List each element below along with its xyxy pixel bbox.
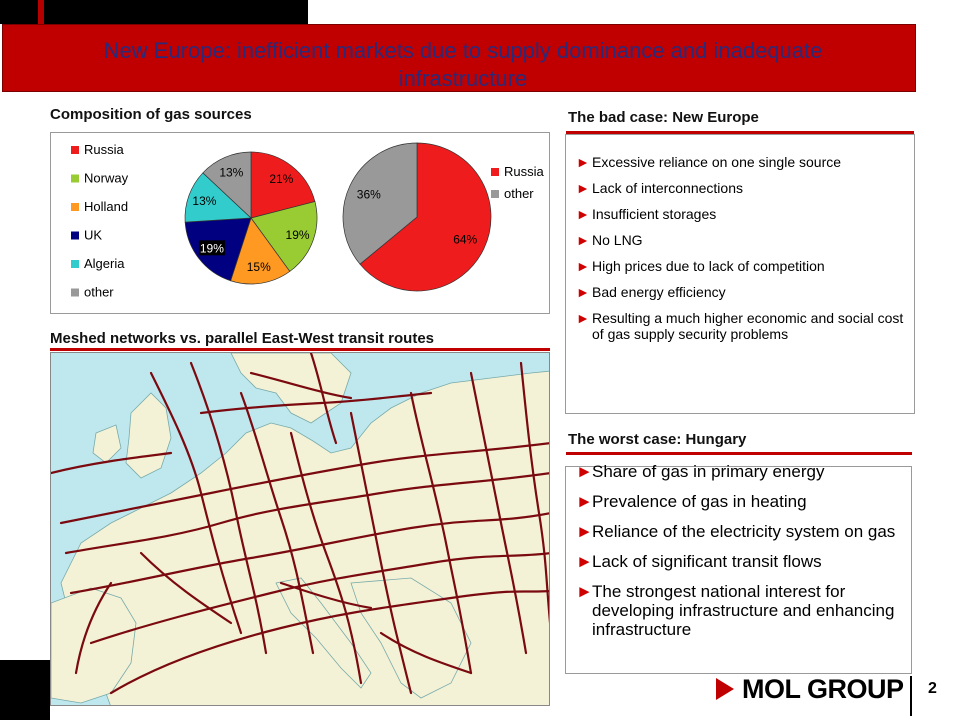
- bad-case-item: [576, 154, 906, 170]
- logo-text: MOL GROUP: [742, 673, 904, 704]
- bad-case-item: [576, 310, 906, 342]
- worst-case-item: [576, 582, 911, 639]
- worst-case-item: [576, 492, 911, 511]
- bad-case-item-text: Lack of interconnections: [592, 180, 743, 196]
- pipeline-map: [50, 352, 550, 706]
- legend0-swatch-uk: [71, 232, 79, 240]
- bad-case-item-text: Bad energy efficiency: [592, 284, 726, 300]
- worst-case-list: [576, 462, 911, 650]
- bullet-arrow-icon: ►: [576, 522, 593, 541]
- bad-case-item: [576, 258, 906, 274]
- map-heading: Meshed networks vs. parallel East-West transit routes: [50, 330, 435, 347]
- legend1-swatch-other: [491, 190, 499, 198]
- bullet-arrow-icon: ►: [576, 582, 593, 601]
- composition-heading: Composition of gas sources: [50, 106, 252, 123]
- bad-case-heading: The bad case: New Europe: [568, 109, 759, 126]
- pie0-data-label: 19%: [199, 241, 224, 256]
- legend0-entry: Norway: [84, 170, 129, 186]
- pie1-data-label: 36%: [356, 187, 381, 202]
- legend0-entry: Algeria: [84, 256, 125, 271]
- worst-case-item-text: Lack of significant transit flows: [592, 552, 822, 571]
- bad-case-item: [576, 284, 906, 300]
- pie-charts: [51, 133, 551, 315]
- worst-case-item-text: Reliance of the electricity system on gas: [592, 522, 896, 541]
- worst-case-item: [576, 522, 911, 541]
- bullet-arrow-icon: ►: [576, 552, 593, 571]
- legend0-swatch-russia: [71, 146, 79, 154]
- legend0-entry: UK: [84, 227, 103, 243]
- map-heading-rule: [50, 348, 550, 351]
- logo-arrow-icon: [716, 678, 734, 700]
- worst-case-item-text: Share of gas in primary energy: [592, 462, 825, 481]
- bad-case-item-text: Insufficient storages: [592, 206, 717, 222]
- legend1-entry: other: [504, 186, 534, 201]
- pie0-data-label: 19%: [285, 227, 310, 242]
- bullet-arrow-icon: ►: [576, 180, 590, 196]
- corner-block-top: [44, 0, 308, 24]
- corner-block-top-left: [0, 0, 38, 24]
- logo-separator: [910, 676, 912, 716]
- page-title: New Europe: inefficient markets due to supply dominance and inadequate infrastructure: [103, 38, 823, 91]
- pie0-data-label: 13%: [192, 194, 217, 209]
- legend1-entry: Russia: [504, 164, 544, 179]
- pie0-data-label: 15%: [246, 259, 271, 274]
- company-logo: [716, 674, 904, 704]
- worst-case-heading-rule: [566, 452, 912, 455]
- bullet-arrow-icon: ►: [576, 462, 593, 481]
- europe-pipeline-map: [51, 353, 550, 706]
- bad-case-list: [576, 154, 906, 352]
- bad-case-item-text: High prices due to lack of competition: [592, 258, 825, 274]
- bad-case-item-text: Resulting a much higher economic and social cost of gas supply security problems: [592, 310, 904, 342]
- pie-chart-panel: [50, 132, 550, 314]
- bullet-arrow-icon: ►: [576, 154, 590, 170]
- worst-case-heading: The worst case: Hungary: [568, 431, 747, 448]
- worst-case-item: [576, 552, 911, 571]
- bullet-arrow-icon: ►: [576, 310, 590, 326]
- page-number: 2: [928, 680, 937, 697]
- worst-case-item-text: Prevalence of gas in heating: [592, 492, 807, 511]
- bullet-arrow-icon: ►: [576, 284, 590, 300]
- title-bar: [2, 24, 916, 92]
- legend0-entry: Russia: [84, 142, 124, 157]
- legend0-swatch-algeria: [71, 260, 79, 268]
- bad-case-item-text: Excessive reliance on one single source: [592, 154, 842, 170]
- bad-case-item: [576, 232, 906, 248]
- bad-case-item: [576, 206, 906, 222]
- corner-block-bottom-left: [0, 660, 50, 720]
- legend0-swatch-other: [71, 289, 79, 297]
- legend0-swatch-norway: [71, 175, 79, 183]
- pie0-data-label: 13%: [219, 165, 244, 180]
- worst-case-item-text: The strongest national interest for developing infrastructure and enhancing infrastructure: [592, 582, 895, 639]
- legend1-swatch-russia: [491, 168, 499, 176]
- pie0-data-label: 21%: [269, 171, 294, 186]
- bullet-arrow-icon: ►: [576, 232, 590, 248]
- pie1-data-label: 64%: [453, 232, 478, 247]
- legend0-swatch-holland: [71, 203, 79, 211]
- legend0-entry: other: [84, 284, 114, 300]
- bad-case-item-text: No LNG: [592, 232, 643, 248]
- worst-case-item: [576, 462, 911, 481]
- legend0-entry: Holland: [84, 199, 129, 214]
- bullet-arrow-icon: ►: [576, 492, 593, 511]
- bullet-arrow-icon: ►: [576, 258, 590, 274]
- bullet-arrow-icon: ►: [576, 206, 590, 222]
- bad-case-item: [576, 180, 906, 196]
